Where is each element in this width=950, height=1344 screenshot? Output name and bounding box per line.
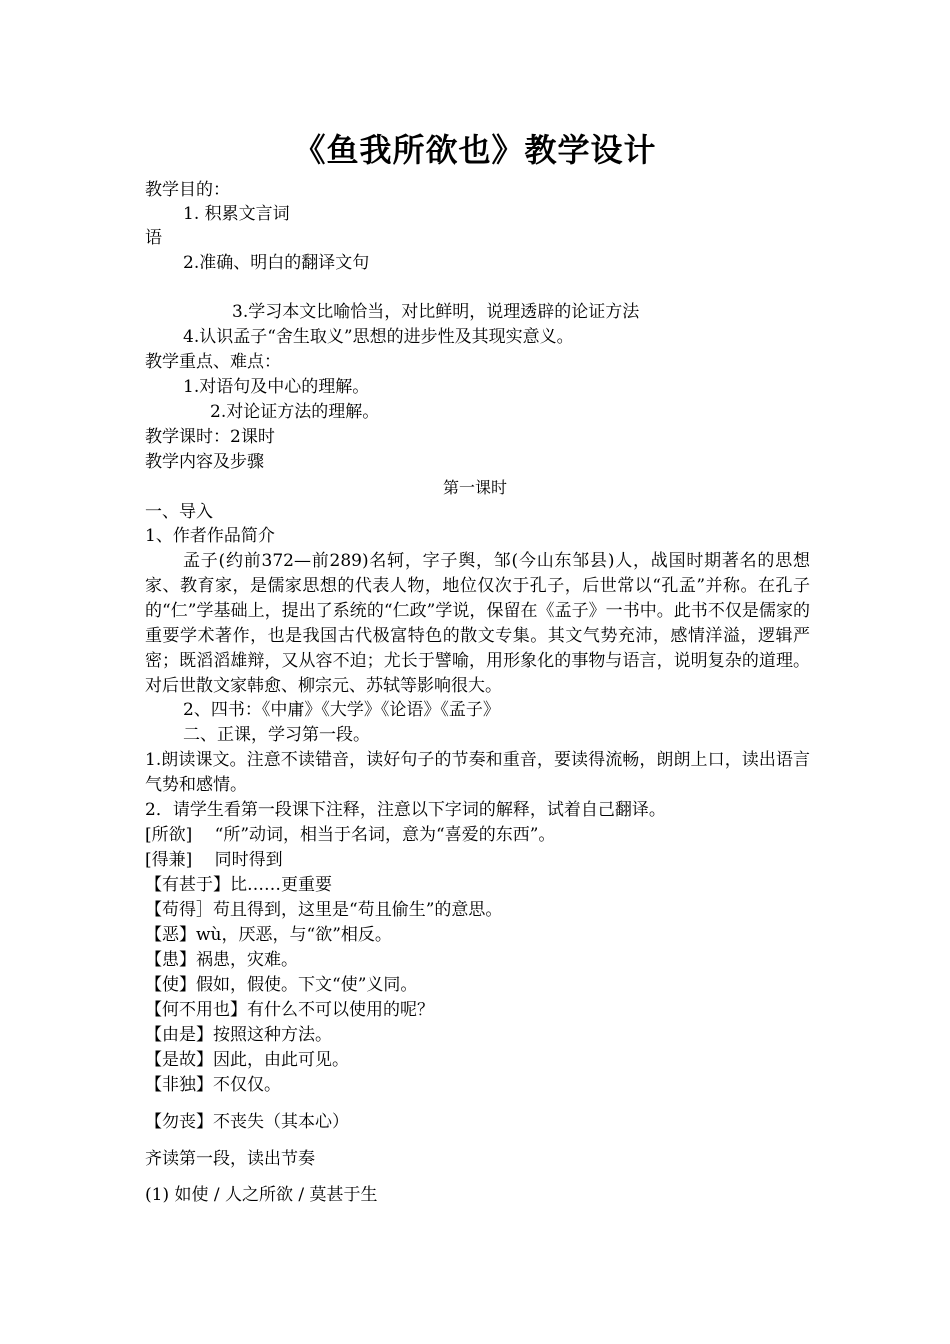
goal-item-1: 1. 积累文言词 xyxy=(183,204,290,224)
key-heading: 教学重点、难点： xyxy=(145,352,281,372)
glossary-item: 【恶】wù，厌恶，与“欲”相反。 xyxy=(145,925,392,945)
section-1-heading: 一、导入 xyxy=(145,502,213,522)
rhythm-example-1: (1) 如使 / 人之所欲 / 莫甚于生 xyxy=(145,1185,378,1205)
read-together-line: 齐读第一段，读出节奏 xyxy=(145,1149,315,1169)
author-intro-paragraph: 孟子(约前372—前289)名轲，字子舆，邹(今山东邹县)人，战国时期著名的思想家、教育家，是儒家思想的代表人物，地位仅次于孔子，后世常以“孔孟”并称。在孔子的“仁”学基础上，提出了系统的“仁政”学说，保留在《孟子》一书中。此书不仅是儒家的重要学术著作，也是我国古代极富特色的散文专集。其文气势充沛，感情洋溢，逻辑严密；既滔滔雄辩，又从容不迫；尤长于譬喻，用形象化的事物与语言，说明复杂的道理。对后世散文家韩愈、柳宗元、苏轼等影响很大。 xyxy=(145,551,810,696)
document-title: 《鱼我所欲也》教学设计 xyxy=(293,131,657,169)
lesson-title: 第一课时 xyxy=(442,478,507,497)
glossary-item: 【由是】按照这种方法。 xyxy=(145,1025,332,1045)
step-1-paragraph: 1.朗读课文。注意不读错音，读好句子的节奏和重音，要读得流畅，朗朗上口，读出语言气势和感情。 xyxy=(145,750,810,795)
glossary-item: [得兼] 同时得到 xyxy=(145,850,283,870)
subsection-1-heading: 1、作者作品简介 xyxy=(145,526,275,546)
glossary-item: [所欲] “所”动词，相当于名词，意为“喜爱的东西”。 xyxy=(145,825,556,845)
glossary-item: 【患】祸患，灾难。 xyxy=(145,950,298,970)
section-2-heading: 二、正课，学习第一段。 xyxy=(183,725,370,745)
glossary-item: 【苟得］苟且得到，这里是“苟且偷生”的意思。 xyxy=(145,900,503,920)
step-2-line: 2．请学生看第一段课下注释，注意以下字词的解释，试着自己翻译。 xyxy=(145,800,666,820)
goal-item-1-wrap: 语 xyxy=(145,228,162,248)
glossary-item-wusang: 【勿丧】不丧失（其本心） xyxy=(145,1112,349,1132)
hours-line: 教学课时：2课时 xyxy=(145,427,275,447)
key-point-2: 2.对论证方法的理解。 xyxy=(210,402,380,422)
glossary-item: 【何不用也】有什么不可以使用的呢？ xyxy=(145,1000,434,1020)
glossary-item: 【非独】不仅仅。 xyxy=(145,1075,281,1095)
content-heading: 教学内容及步骤 xyxy=(145,452,264,472)
goal-item-2: 2.准确、明白的翻译文句 xyxy=(183,253,370,273)
goal-item-3: 3.学习本文比喻恰当，对比鲜明，说理透辟的论证方法 xyxy=(232,302,640,322)
four-books-line: 2、四书：《中庸》《大学》《论语》《孟子》 xyxy=(183,700,500,720)
key-point-1: 1.对语句及中心的理解。 xyxy=(183,377,370,397)
goal-item-4: 4.认识孟子“舍生取义”思想的进步性及其现实意义。 xyxy=(183,327,574,347)
glossary-item: 【是故】因此，由此可见。 xyxy=(145,1050,349,1070)
goals-heading: 教学目的： xyxy=(145,180,230,200)
glossary-item: 【有甚于】比……更重要 xyxy=(145,875,332,895)
glossary-item: 【使】假如，假使。下文“使”义同。 xyxy=(145,975,418,995)
